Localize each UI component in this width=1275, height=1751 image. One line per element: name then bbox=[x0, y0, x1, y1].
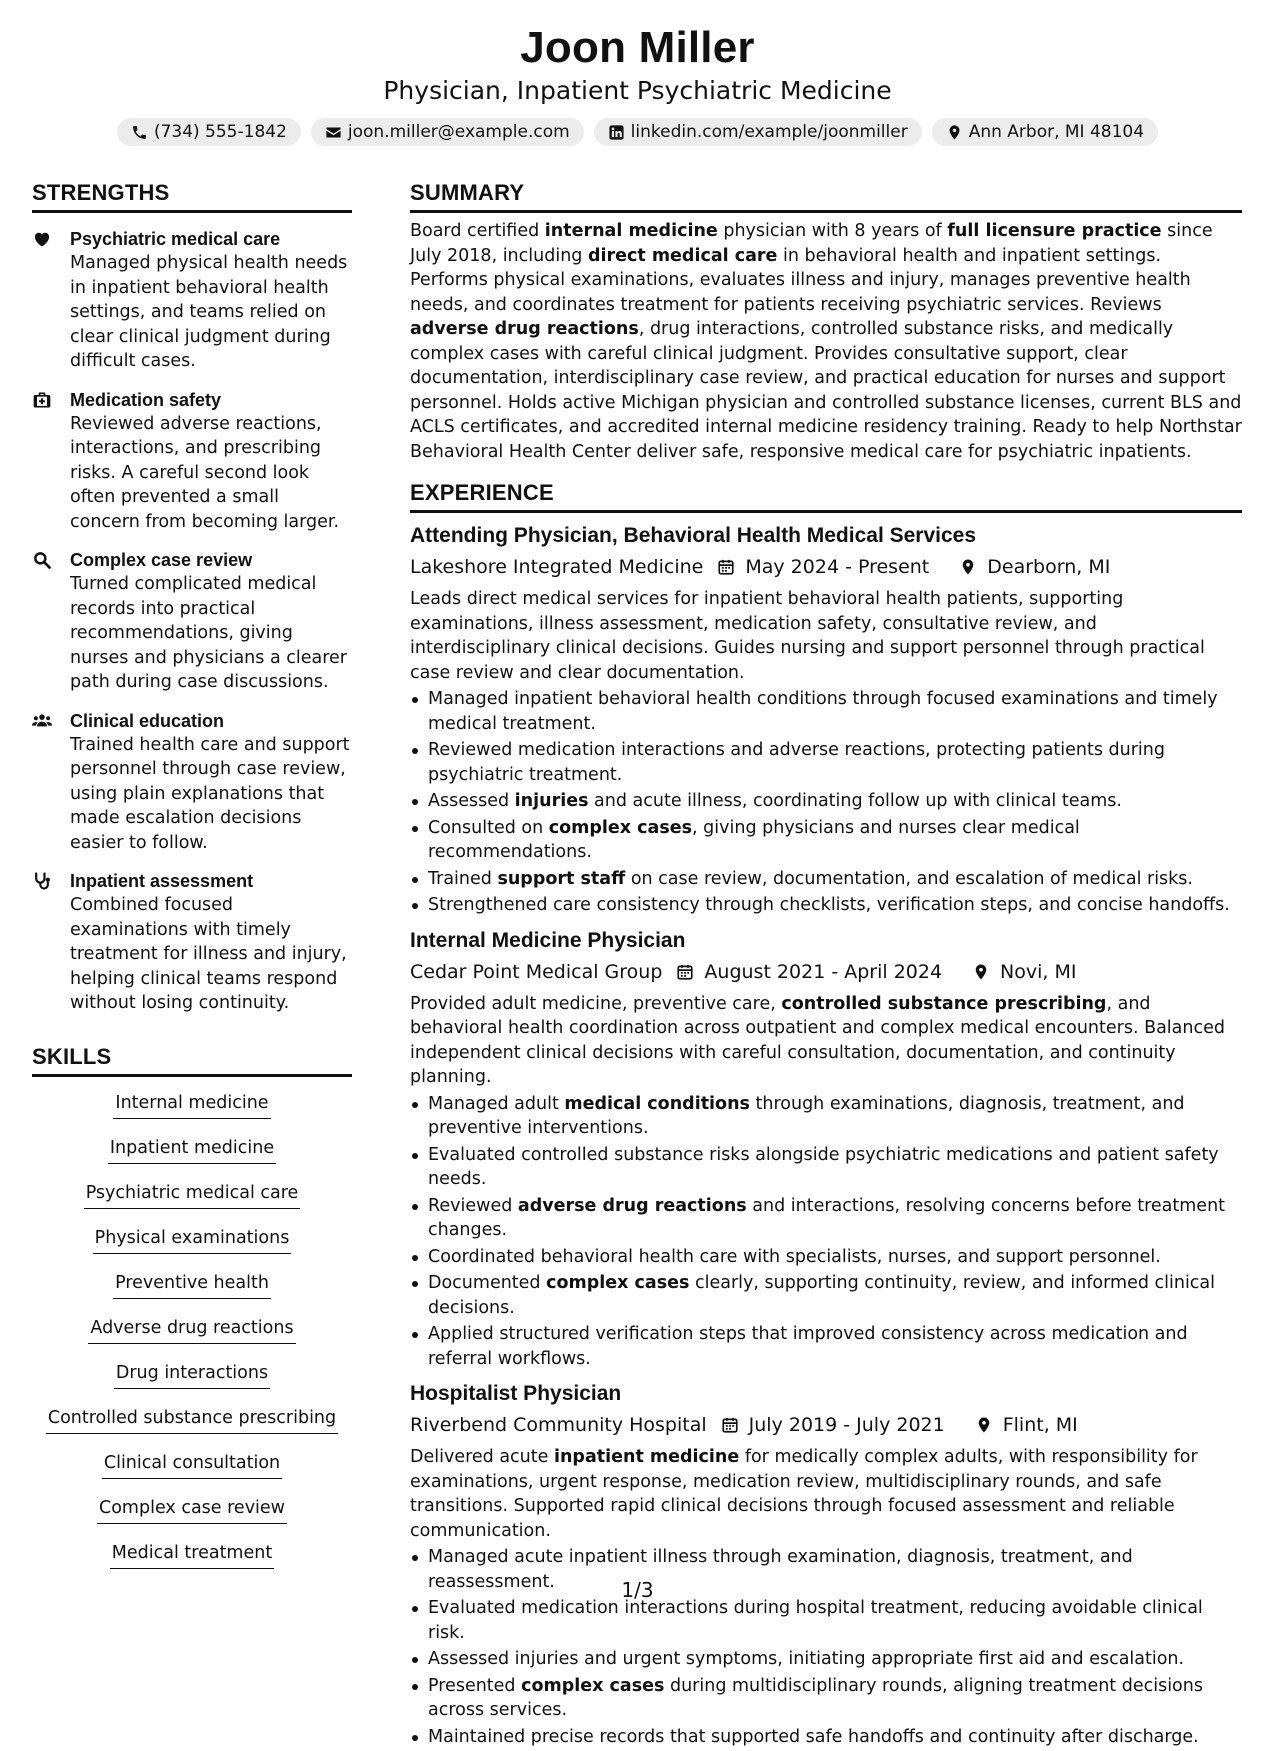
strength-item bbox=[32, 388, 352, 535]
contact-bar bbox=[0, 118, 1275, 146]
emphasis-text: adverse drug reactions bbox=[410, 319, 639, 339]
text-run: Applied structured verification steps that improved consistency across medication and referral workflows. bbox=[428, 1324, 1188, 1369]
emphasis-text: complex cases bbox=[521, 1675, 665, 1696]
bullet-item bbox=[410, 1194, 1242, 1243]
text-run: through examinations, diagnosis, treatment, and preventive interventions. bbox=[428, 1093, 1185, 1138]
strength-title: Psychiatric medical care bbox=[70, 229, 281, 249]
text-run: and acute illness, coordinating follow up with clinical teams. bbox=[588, 791, 1122, 811]
bullet-item bbox=[410, 1647, 1242, 1672]
stethoscope-icon bbox=[32, 869, 70, 1016]
text-run: Presented bbox=[428, 1675, 522, 1696]
experience-heading: EXPERIENCE bbox=[410, 478, 1242, 513]
strength-desc: Reviewed adverse reactions, interactions, and prescribing risks. A careful second look often prevented a small concern from becoming larger. bbox=[70, 413, 340, 532]
job-dates: July 2019 - July 2021 bbox=[748, 1414, 945, 1436]
emphasis-text: internal medicine bbox=[544, 221, 718, 241]
map-pin-icon bbox=[946, 124, 963, 141]
text-run: clearly, supporting continuity, review, and informed clinical decisions. bbox=[428, 1273, 1216, 1318]
bullet-item bbox=[410, 687, 1242, 736]
strength-desc: Trained health care and support personnel through case review, using plain explanations that made escalation decisions easier to follow. bbox=[70, 734, 350, 853]
summary-heading: SUMMARY bbox=[410, 178, 1242, 213]
heart-icon bbox=[32, 227, 70, 374]
strength-desc: Turned complicated medical records into practical recommendations, giving nurses and physicians a clearer path during case discussions. bbox=[70, 574, 347, 692]
emphasis-text: inpatient medicine bbox=[553, 1447, 740, 1467]
text-run: Delivered acute bbox=[410, 1447, 554, 1467]
text-run: Leads direct medical services for inpatient behavioral health patients, supporting examinations, illness assessment, medication safety, consultative review, and interdisciplinary clinical decisions. Guides nursing and support personnel through practical case review and clear documentation. bbox=[410, 589, 1205, 683]
left-column bbox=[32, 178, 352, 1586]
users-icon bbox=[32, 709, 70, 856]
skill-item: Complex case review bbox=[97, 1496, 287, 1524]
job-title: Attending Physician, Behavioral Health Medical Services bbox=[410, 524, 977, 547]
text-run: Provided adult medicine, preventive care, bbox=[410, 993, 782, 1014]
emphasis-text: complex cases bbox=[546, 1273, 690, 1293]
strength-title: Complex case review bbox=[70, 550, 253, 570]
text-run: Managed adult bbox=[428, 1093, 565, 1114]
strength-title: Medication safety bbox=[70, 389, 222, 410]
resume-header bbox=[0, 22, 1275, 146]
location-contact bbox=[932, 118, 1158, 146]
emphasis-text: medical conditions bbox=[564, 1093, 750, 1114]
bullet-item bbox=[410, 1725, 1242, 1750]
skills-list bbox=[32, 1091, 352, 1586]
summary-text bbox=[410, 219, 1242, 464]
envelope-icon bbox=[325, 124, 342, 141]
skill-item: Clinical consultation bbox=[102, 1451, 282, 1479]
bullet-item bbox=[410, 1245, 1242, 1270]
text-run: Maintained precise records that supported safe handoffs and continuity after discharge. bbox=[428, 1726, 1199, 1747]
job-dates: August 2021 - April 2024 bbox=[704, 960, 943, 983]
skill-item: Internal medicine bbox=[113, 1091, 270, 1119]
text-run: , giving physicians and nurses clear medical recommendations. bbox=[428, 817, 1080, 862]
bullet-item bbox=[410, 1092, 1242, 1141]
job-meta bbox=[410, 958, 1242, 986]
job-location: Dearborn, MI bbox=[987, 556, 1111, 578]
text-run: Managed acute inpatient illness through examination, diagnosis, treatment, and reassessment. bbox=[428, 1547, 1133, 1592]
job-meta bbox=[410, 1411, 1242, 1439]
text-run: during multidisciplinary rounds, aligning treatment decisions across services. bbox=[428, 1675, 1203, 1720]
text-run: Consulted on bbox=[428, 817, 549, 838]
strength-title: Clinical education bbox=[70, 710, 225, 731]
location-text: Ann Arbor, MI 48104 bbox=[968, 122, 1145, 142]
calendar-icon bbox=[707, 1416, 749, 1434]
emphasis-text: complex cases bbox=[548, 817, 693, 838]
text-run: Trained bbox=[428, 868, 498, 889]
strength-desc: Managed physical health needs in inpatient behavioral health settings, and teams relied on clear clinical judgment during difficult cases. bbox=[70, 253, 348, 371]
emphasis-text: injuries bbox=[514, 791, 589, 811]
candidate-name: Joon Miller bbox=[520, 23, 755, 72]
candidate-title: Physician, Inpatient Psychiatric Medicine bbox=[383, 76, 892, 105]
text-run: Managed inpatient behavioral health conditions through focused examinations and timely medical treatment. bbox=[428, 689, 1218, 734]
text-run: Evaluated medication interactions during hospital treatment, reducing avoidable clinical risk. bbox=[428, 1598, 1203, 1643]
text-run: , drug interactions, controlled substance risks, and medically complex cases with careful clinical judgment. Provides consultative support, clear documentation, interdisciplinary case review, and practical education for nurses and support personnel. Holds active Michigan physician and controlled substance licenses, current BLS and ACLS certificates, and accredited internal medicine residency training. Ready to help Northstar Behavioral Health Center deliver safe, responsive medical care for psychiatric inpatients. bbox=[410, 319, 1242, 462]
emphasis-text: adverse drug reactions bbox=[517, 1195, 747, 1216]
bullet-item bbox=[410, 1271, 1242, 1320]
text-run: for medically complex adults, with responsibility for examinations, urgent response, medication review, multidisciplinary rounds, and safe transitions. Supported rapid clinical decisions through focused assessment and reliable communication. bbox=[410, 1447, 1198, 1541]
skill-item: Preventive health bbox=[113, 1271, 271, 1299]
skill-item: Controlled substance prescribing bbox=[46, 1406, 338, 1434]
emphasis-text: full licensure practice bbox=[947, 221, 1162, 241]
text-run: Reviewed bbox=[428, 1195, 518, 1216]
skill-item: Medical treatment bbox=[110, 1541, 274, 1569]
text-run: physician with 8 years of bbox=[717, 221, 948, 241]
skill-item: Adverse drug reactions bbox=[88, 1316, 295, 1344]
job-location: Novi, MI bbox=[1000, 960, 1077, 983]
job-description bbox=[410, 587, 1242, 685]
bullet-item bbox=[410, 893, 1242, 918]
skill-item: Psychiatric medical care bbox=[84, 1181, 301, 1209]
job-entry bbox=[410, 1379, 1242, 1749]
job-bullets bbox=[410, 687, 1242, 918]
text-run: Evaluated controlled substance risks alongside psychiatric medications and patient safety needs. bbox=[428, 1144, 1219, 1189]
bullet-item bbox=[410, 738, 1242, 787]
job-entry bbox=[410, 926, 1242, 1372]
skill-item: Drug interactions bbox=[114, 1361, 270, 1389]
job-meta bbox=[410, 553, 1242, 581]
bullet-item bbox=[410, 816, 1242, 865]
job-dates: May 2024 - Present bbox=[745, 556, 930, 578]
text-run: since July 2018, including bbox=[410, 221, 1213, 266]
text-run: in behavioral health and inpatient settings. Performs physical examinations, evaluates illness and injury, manages preventive health needs, and coordinates treatment for patients receiving psychiatric services. Reviews bbox=[410, 245, 1191, 315]
linkedin-contact[interactable] bbox=[594, 118, 922, 146]
text-run: and interactions, resolving concerns before treatment changes. bbox=[428, 1195, 1226, 1240]
text-run: Assessed injuries and urgent symptoms, initiating appropriate first aid and escalation. bbox=[428, 1649, 1185, 1669]
company-name: Lakeshore Integrated Medicine bbox=[410, 556, 704, 578]
medkit-icon bbox=[32, 388, 70, 535]
job-title: Hospitalist Physician bbox=[410, 1382, 622, 1405]
strength-item bbox=[32, 709, 352, 856]
bullet-item bbox=[410, 1143, 1242, 1192]
job-description bbox=[410, 1445, 1242, 1543]
company-name: Riverbend Community Hospital bbox=[410, 1414, 707, 1436]
skills-heading: SKILLS bbox=[32, 1042, 352, 1077]
text-run: Reviewed medication interactions and adverse reactions, protecting patients during psychiatric treatment. bbox=[428, 740, 1165, 785]
phone-text: (734) 555-1842 bbox=[153, 122, 287, 142]
bullet-item bbox=[410, 867, 1242, 892]
text-run: Strengthened care consistency through checklists, verification steps, and concise handoffs. bbox=[428, 895, 1230, 915]
bullet-item bbox=[410, 1674, 1242, 1723]
right-column bbox=[410, 178, 1242, 1751]
text-run: Documented bbox=[428, 1273, 547, 1293]
emphasis-text: direct medical care bbox=[587, 245, 778, 266]
map-pin-icon bbox=[961, 1416, 1003, 1434]
phone-icon bbox=[131, 124, 148, 141]
job-entry bbox=[410, 521, 1242, 918]
page-number: 1/3 bbox=[621, 1578, 654, 1602]
calendar-icon bbox=[662, 963, 704, 981]
calendar-icon bbox=[703, 558, 745, 576]
job-bullets bbox=[410, 1545, 1242, 1749]
bullet-item bbox=[410, 789, 1242, 814]
strengths-heading: STRENGTHS bbox=[32, 178, 352, 213]
strength-item bbox=[32, 869, 352, 1016]
strength-item bbox=[32, 227, 352, 374]
job-title: Internal Medicine Physician bbox=[410, 928, 686, 952]
text-run: , and behavioral health coordination across outpatient and complex medical encounters. Balanced independent clinical decisions with careful consultation, documentation, and continuity planning. bbox=[410, 993, 1225, 1087]
job-description bbox=[410, 992, 1242, 1090]
company-name: Cedar Point Medical Group bbox=[410, 960, 663, 983]
map-pin-icon bbox=[958, 963, 1000, 981]
text-run: on case review, documentation, and escalation of medical risks. bbox=[625, 868, 1193, 889]
emphasis-text: controlled substance prescribing bbox=[781, 993, 1107, 1014]
emphasis-text: support staff bbox=[497, 868, 626, 889]
linkedin-text: linkedin.com/example/joonmiller bbox=[630, 122, 908, 142]
skill-item: Physical examinations bbox=[93, 1226, 292, 1254]
text-run: Coordinated behavioral health care with specialists, nurses, and support personnel. bbox=[428, 1246, 1161, 1267]
text-run: Board certified bbox=[410, 221, 545, 241]
phone-contact[interactable] bbox=[117, 118, 301, 146]
strength-title: Inpatient assessment bbox=[70, 871, 254, 891]
text-run: Assessed bbox=[428, 791, 515, 811]
strength-desc: Combined focused examinations with timely treatment for illness and injury, helping clinical teams respond without losing continuity. bbox=[70, 895, 347, 1013]
job-location: Flint, MI bbox=[1002, 1414, 1078, 1436]
bullet-item bbox=[410, 1596, 1242, 1645]
email-text: joon.miller@example.com bbox=[347, 122, 570, 142]
linkedin-icon bbox=[608, 124, 625, 141]
email-contact[interactable] bbox=[311, 118, 584, 146]
map-pin-icon bbox=[945, 558, 987, 576]
strength-item bbox=[32, 548, 352, 695]
bullet-item bbox=[410, 1322, 1242, 1371]
job-bullets bbox=[410, 1092, 1242, 1372]
skill-item: Inpatient medicine bbox=[108, 1136, 276, 1164]
search-icon bbox=[32, 548, 70, 695]
